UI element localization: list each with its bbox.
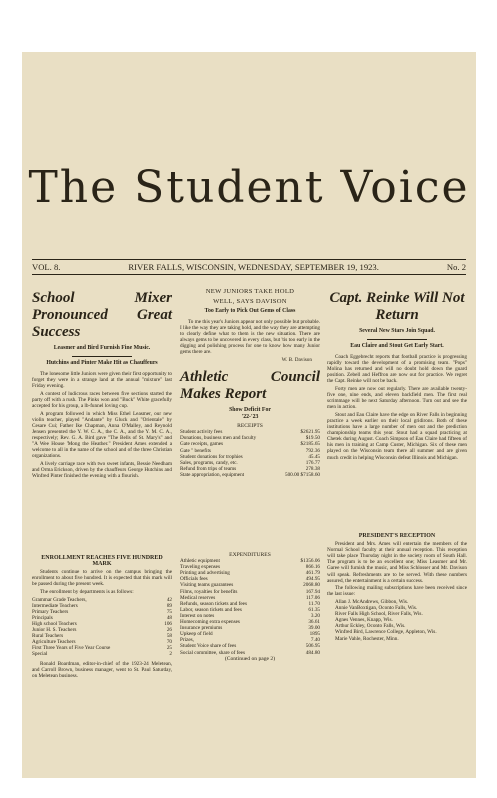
mixer-deck-1: Leasmer and Bird Furnish Fine Music.: [53, 345, 151, 351]
column-2-lower: [180, 552, 320, 662]
column-3: [327, 290, 467, 462]
divider: [72, 356, 132, 357]
column-1-lower: [32, 552, 172, 680]
table-row: Grammar Grade Teachers, 42: [32, 596, 172, 603]
volume: VOL. 8.: [32, 262, 61, 272]
table-row: Films, royalties for benefits 167.94: [180, 588, 320, 595]
receipts-title: RECEIPTS: [237, 423, 263, 430]
council-deck-1: Show Deficit For: [229, 407, 271, 414]
table-row: Primary Teachers 75: [32, 608, 172, 615]
juniors-headline-1: NEW JUNIORS TAKE HOLD: [205, 288, 295, 295]
table-row: Printing and advertising 461.79: [180, 570, 320, 577]
table-row: Officials fees 494.95: [180, 576, 320, 583]
table-row: Gate receipts, games $2185.65: [180, 441, 320, 448]
subscriber: River Falls High School, River Falls, Wis.: [335, 611, 423, 618]
mixer-para: A program followed in which Miss Ethel Leasmer, our new violin teacher, played "Andante" by Gluck and "Orientale" by Cesare Cui; Father Ike Chapman, Anna O'Malley, and Reynold Jensen presented the Y. W. C. A., the C. A., and the Y. M. C. A., respectively; Rev. G. A. Bird gave "The Bells of St. Mary's" and "A Wee House 'Mong the Heather." President Ames extended a welcome to all in the name of the school and of the three Christian organizations.: [32, 410, 172, 460]
table-row: Agriculture Teachers 70: [32, 639, 172, 646]
juniors-para: To me this year's Juniors appear not only possible but probable. I like the way they are taking hold, and the way they are attempting to clearly define what to them is the new situation. There are always gems to be uncovered in every class, but 'tis too early in the digging and polishing process for one to know how many Junior gems there are.: [180, 319, 321, 356]
table-row: Homecoming extra expenses 36.61: [180, 619, 320, 626]
signature: W. B. Davison: [281, 357, 312, 364]
reception-para: President and Mrs. Ames will entertain the members of the Normal School faculty at their annual reception. This reception will take place Thursday night in the society room of South Hall. The program is to be an excellent one; Miss Leasmer and Mr. Garee will furnish the music, and Miss Schlosser and Mr. Davison will speak. Refreshments are to be served. With these numbers assured, the entertainment is a certain success.: [327, 541, 467, 584]
mixer-para: A lively carriage race with two sweet infants, Bessie Needham and Orma Erickson, driven by the chauffeurs George Hutchins and Winfred Pinter finished the evening with a flourish.: [32, 460, 172, 479]
subscriber: Arthur Eckley, Oconto Falls, Wis.: [335, 623, 406, 630]
expenditures-title: EXPENDITURES: [229, 552, 271, 558]
table-row: High school Teachers 106: [32, 620, 172, 627]
table-row: Student activity fees $2621.95: [180, 429, 320, 436]
subscriber: Allan J. McAndrews, Gibbon, Wis.: [335, 598, 409, 605]
table-row: Medical reserves 117.06: [180, 594, 320, 601]
mixer-deck-2: Hutchins and Pinter Make Hit as Chauffeurs: [46, 360, 158, 366]
table-row: Rural Teachers 58: [32, 633, 172, 640]
mixer-headline: School Mixer Pronounced Great Success: [32, 290, 172, 340]
place-date: RIVER FALLS, WISCONSIN, WEDNESDAY, SEPTEMBER 19, 1923.: [128, 262, 379, 272]
expenditures-table: [180, 558, 320, 656]
table-row: Principals 48: [32, 614, 172, 621]
table-row: Student Voice share of fees 506.95: [180, 643, 320, 650]
table-row: Visiting teams guarantees 2068.80: [180, 582, 320, 589]
table-row: Refunds, season tickets and fees 11.70: [180, 600, 320, 607]
subscriber: Winfred Bird, Lawrence College, Appleton, Wis.: [335, 629, 437, 636]
table-row: State appropriation, equipment 500.00 $7158.60: [180, 471, 320, 478]
column-2: [180, 288, 320, 478]
mixer-para: A contest of ludicrous races between five sections started the party off with a rush. The Pinks won and "Buck" White gracefully accepted for his group, a lb-funnel loving cup.: [32, 390, 172, 409]
table-row: Junior H. S. Teachers 26: [32, 627, 172, 634]
enrollment-table: [32, 597, 172, 658]
enrollment-para: Students continue to arrive on the campus bringing the enrollment to about five hundred. It is expected that this mark will be passed during the present week.: [32, 569, 172, 588]
newspaper-page: [22, 52, 476, 778]
subscriber: Marie Vahle, Rochester, Minn.: [335, 635, 399, 642]
table-row: Sales, programs, candy, etc. 176.77: [180, 459, 320, 466]
table-row: Intermediate Teachers 89: [32, 602, 172, 609]
divider: [367, 339, 427, 340]
reception-title: PRESIDENT'S RECEPTION: [358, 533, 436, 539]
reinke-para: Stout and Eau Claire have the edge on River Falls in beginning practice a week earlier on their local gridirons. Both of these institutions have a large number of men out and the prediction championship teams this year. Stout had a squad practicing at Chetek during August. Coach Simpson of Eau Claire had fifteen of his men in training at Camp Custer, Michigan. Six of these men played on the Wisconsin team there all summer and are given much credit in helping Wisconsin defeat Illinois and Michigan.: [327, 411, 467, 461]
table-row: Traveling expenses 866.16: [180, 564, 320, 571]
table-row: Refund from trips of teams 278.38: [180, 465, 320, 472]
table-row: Athletic equipment $1356.06: [180, 558, 320, 565]
reinke-para: Forty men are now out regularly. There are available twenty-five one, nine ends, and eleven backfield men. The first real scrimmage will be next Saturday afternoon. Turn out and see the men in action.: [327, 385, 467, 411]
continued-note: (Continued on page 2): [224, 655, 276, 662]
column-3-lower: [327, 530, 467, 642]
table-row: Prizes, 7.40: [180, 637, 320, 644]
column-1: [32, 290, 172, 481]
reinke-para: Coach Eggebrecht reports that football practice is progressing rapidly toward the development of a promising team. "Pops" Molina has returned and will no doubt hold down the guard position. Zebell and Heffron are now out for practice. We regret the Capt. Reinke will not be back.: [327, 354, 467, 385]
council-headline: Athletic Council Makes Report: [180, 369, 320, 403]
table-row: Insurance premiums 39.00: [180, 625, 320, 632]
juniors-deck: Too Early to Pick Out Gems of Class: [204, 308, 296, 314]
reinke-headline: Capt. Reinke Will Not Return: [329, 290, 465, 323]
mixer-para: The lonesome little Juniors were given their first opportunity to forget they were in a strange land at the annual "mixture" last Friday evening.: [32, 371, 172, 390]
table-row: Donations, business men and faculty $19.50: [180, 435, 320, 442]
enrollment-title: ENROLLMENT REACHES FIVE HUNDRED MARK: [41, 555, 163, 568]
table-row: Interest on notes 3.20: [180, 612, 320, 619]
table-row: Upkeep of field 1895: [180, 631, 320, 638]
subscriber: Agnes Vennes, Knapp, Wis.: [335, 617, 393, 624]
table-row: Student donations for trophies 45.45: [180, 453, 320, 460]
receipts-table: [180, 429, 320, 478]
table-row: Labor, season tickets and fees 61.35: [180, 606, 320, 613]
table-row: Social committee, share of fees 484.80: [180, 649, 320, 656]
enrollment-para: The enrollment by departments is as follows:: [40, 588, 134, 595]
table-row: Gate " benefits 792.36: [180, 447, 320, 454]
meletean-para: Ronald Boardman, editor-in-chief of the 1923-24 Meletean, and Carroll Brown, business manager, went to St. Paul Saturday, on Meletean business.: [32, 660, 172, 679]
reception-para: The following mailing subscriptions have been received since the last issue:: [327, 585, 467, 598]
reinke-deck-2: Eau Claire and Stout Get Early Start.: [350, 343, 444, 349]
table-row: Special 2: [32, 651, 172, 658]
subscriber: Annie VanBoxtigan, Oconto Falls, Wis.: [335, 605, 418, 612]
issue-number: No. 2: [446, 262, 466, 272]
issue-line: [32, 259, 466, 275]
council-deck-2: '22-'23: [241, 414, 259, 421]
reinke-deck-1: Several New Stars Join Squad.: [359, 328, 435, 334]
table-row: First Three Years of Five Year Course 25: [32, 645, 172, 652]
juniors-headline-2: WELL, SAYS DAVISON: [213, 298, 287, 305]
masthead: The Student Voice: [28, 162, 470, 213]
